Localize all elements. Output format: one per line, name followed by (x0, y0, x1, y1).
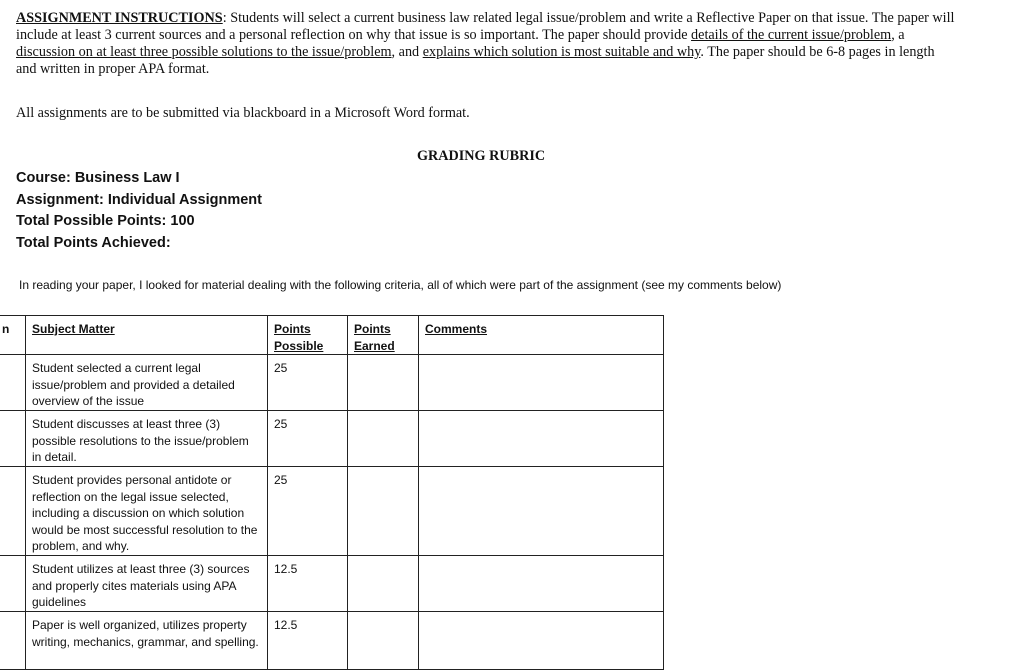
comments-cell (419, 411, 664, 467)
table-row (0, 556, 664, 612)
rubric-table (0, 315, 664, 670)
assignment-name: Assignment: Individual Assignment (16, 191, 262, 208)
requirement-best-solution: explains which solution is most suitable and why (422, 44, 701, 60)
total-possible-points: Total Possible Points: 100 (16, 213, 195, 229)
requirement-details: details of the current issue/problem (691, 27, 892, 43)
comments-cell (419, 355, 664, 411)
cut-off-column-header (0, 316, 26, 355)
comments-cell (419, 556, 664, 612)
points-earned-cell (348, 612, 419, 670)
table-row (0, 467, 664, 556)
points-earned-cell (348, 467, 419, 556)
instructions-text: . The paper should be 6-8 pages in length and written in proper APA format. (16, 44, 935, 77)
criterion-cell: Student provides personal antidote or reflection on the legal issue selected, including a discussion on which solution would be most successful resolution to the problem, and why. (26, 467, 268, 556)
comments-cell (419, 467, 664, 556)
points-possible-cell: 25 (268, 411, 348, 467)
points-possible-cell: 12.5 (268, 556, 348, 612)
assignment-instructions (16, 10, 956, 78)
points-possible-header: Points Possible (268, 316, 348, 355)
table-header-row (0, 316, 664, 355)
requirement-solutions: discussion on at least three possible solutions to the issue/problem (16, 44, 392, 60)
comments-header: Comments (419, 316, 664, 355)
comments-cell (419, 612, 664, 670)
course-info (16, 168, 262, 254)
criterion-cell: Student selected a current legal issue/problem and provided a detailed overview of the issue (26, 355, 268, 411)
course-name: Course: Business Law I (16, 170, 180, 186)
table-row (0, 612, 664, 670)
submission-note: All assignments are to be submitted via blackboard in a Microsoft Word format. (16, 105, 470, 121)
criterion-cell: Paper is well organized, utilizes property writing, mechanics, grammar, and spelling. (26, 612, 268, 670)
points-possible-cell: 25 (268, 355, 348, 411)
criteria-intro: In reading your paper, I looked for material dealing with the following criteria, all of which were part of the assignment (see my comments below) (19, 278, 782, 292)
points-earned-cell (348, 355, 419, 411)
table-row (0, 355, 664, 411)
points-possible-cell: 12.5 (268, 612, 348, 670)
points-earned-header: Points Earned (348, 316, 419, 355)
total-points-achieved: Total Points Achieved: (16, 234, 171, 251)
criterion-cell: Student discusses at least three (3) possible resolutions to the issue/problem in detail. (26, 411, 268, 467)
rubric-title: GRADING RUBRIC (417, 148, 546, 164)
instructions-text: , a (891, 27, 905, 43)
cut-off-glyph: n (2, 322, 10, 336)
instructions-text: : Students will select a current business law related legal issue/problem and write a Reflective Paper on that issue. The paper will include at least 3 current sources and a personal reflection on why that issue is so important. The paper should provide (16, 10, 955, 43)
points-possible-cell: 25 (268, 467, 348, 556)
instructions-heading: ASSIGNMENT INSTRUCTIONS (16, 10, 223, 26)
table-row (0, 411, 664, 467)
subject-matter-header: Subject Matter (26, 316, 268, 355)
points-earned-cell (348, 411, 419, 467)
points-earned-cell (348, 556, 419, 612)
criterion-cell: Student utilizes at least three (3) sources and properly cites materials using APA guidelines (26, 556, 268, 612)
instructions-text: , and (391, 44, 423, 60)
